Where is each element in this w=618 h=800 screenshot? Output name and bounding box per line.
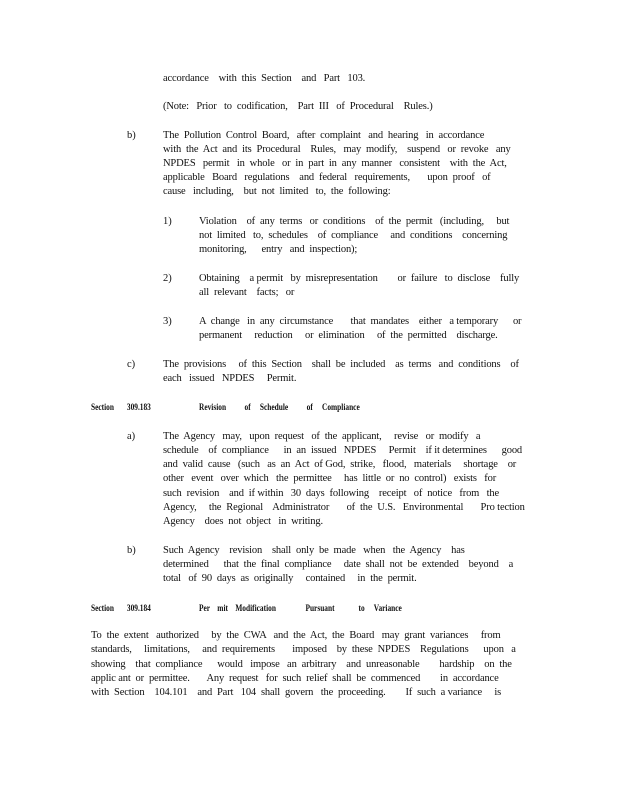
s184-line: applic ant or permittee. Any request for such relief shall be commenced in accordance <box>91 673 499 684</box>
section-184-title: Per mit Modification Pursuant to Variance <box>199 603 402 613</box>
subitem-1-marker: 1) <box>163 216 172 227</box>
s184-line: with Section 104.101 and Part 104 shall govern the proceeding. If such a variance is <box>91 687 502 698</box>
item-b-line: with the Act and its Procedural Rules, may modify, suspend or revoke any <box>163 144 511 155</box>
s183-item-a-marker: a) <box>127 431 136 442</box>
s183-item-b-marker: b) <box>127 545 136 556</box>
section-183-title: Revision of Schedule of Compliance <box>199 402 360 412</box>
item-b-line: NPDES permit in whole or in part in any manner consistent with the Act, <box>163 158 507 169</box>
subitem-3-line: permanent reduction or elimination of the permitted discharge. <box>199 330 498 341</box>
s183-item-b-line: determined that the final compliance date shall not be extended beyond a <box>163 559 514 570</box>
item-b-line: applicable Board regulations and federal requirements, upon proof of <box>163 172 491 183</box>
s184-line: standards, limitations, and requirements imposed by these NPDES Regulations upon a <box>91 644 516 655</box>
subitem-1-line: Violation of any terms or conditions of the permit (including, but <box>199 216 510 227</box>
subitem-1-line: monitoring, entry and inspection); <box>199 244 358 255</box>
section-184-number: Section 309.184 <box>91 603 151 613</box>
intro-line: accordance with this Section and Part 103. <box>163 73 366 84</box>
s183-item-a-line: Agency, the Regional Administrator of the U.S. Environmental Pro tection <box>163 502 525 513</box>
subitem-3-marker: 3) <box>163 316 172 327</box>
s183-item-a-line: schedule of compliance in an issued NPDES Permit if it determines good <box>163 445 523 456</box>
subitem-3-line: A change in any circumstance that mandates either a temporary or <box>199 316 522 327</box>
subitem-2-marker: 2) <box>163 273 172 284</box>
item-b-line: The Pollution Control Board, after complaint and hearing in accordance <box>163 130 485 141</box>
subitem-2-line: all relevant facts; or <box>199 287 295 298</box>
subitem-1-line: not limited to, schedules of compliance and conditions concerning <box>199 230 508 241</box>
item-c-marker: c) <box>127 359 136 370</box>
s183-item-b-line: Such Agency revision shall only be made when the Agency has <box>163 545 465 556</box>
s184-line: showing that compliance would impose an arbitrary and unreasonable hardship on the <box>91 659 512 670</box>
s183-item-a-line: Agency does not object in writing. <box>163 516 323 527</box>
s183-item-a-line: such revision and if within 30 days following receipt of notice from the <box>163 488 499 499</box>
item-b-marker: b) <box>127 130 136 141</box>
s183-item-a-line: other event over which the permittee has little or no control) exists for <box>163 473 497 484</box>
s183-item-a-line: The Agency may, upon request of the applicant, revise or modify a <box>163 431 481 442</box>
procedural-note: (Note: Prior to codification, Part III of Procedural Rules.) <box>163 101 433 112</box>
s183-item-b-line: total of 90 days as originally contained in the permit. <box>163 573 417 584</box>
s183-item-a-line: and valid cause (such as an Act of God, strike, flood, materials shortage or <box>163 459 517 470</box>
s184-line: To the extent authorized by the CWA and the Act, the Board may grant variances from <box>91 630 501 641</box>
item-b-line: cause including, but not limited to, the following: <box>163 186 391 197</box>
subitem-2-line: Obtaining a permit by misrepresentation or failure to disclose fully <box>199 273 520 284</box>
item-c-line: The provisions of this Section shall be included as terms and conditions of <box>163 359 519 370</box>
section-183-number: Section 309.183 <box>91 402 151 412</box>
item-c-line: each issued NPDES Permit. <box>163 373 297 384</box>
